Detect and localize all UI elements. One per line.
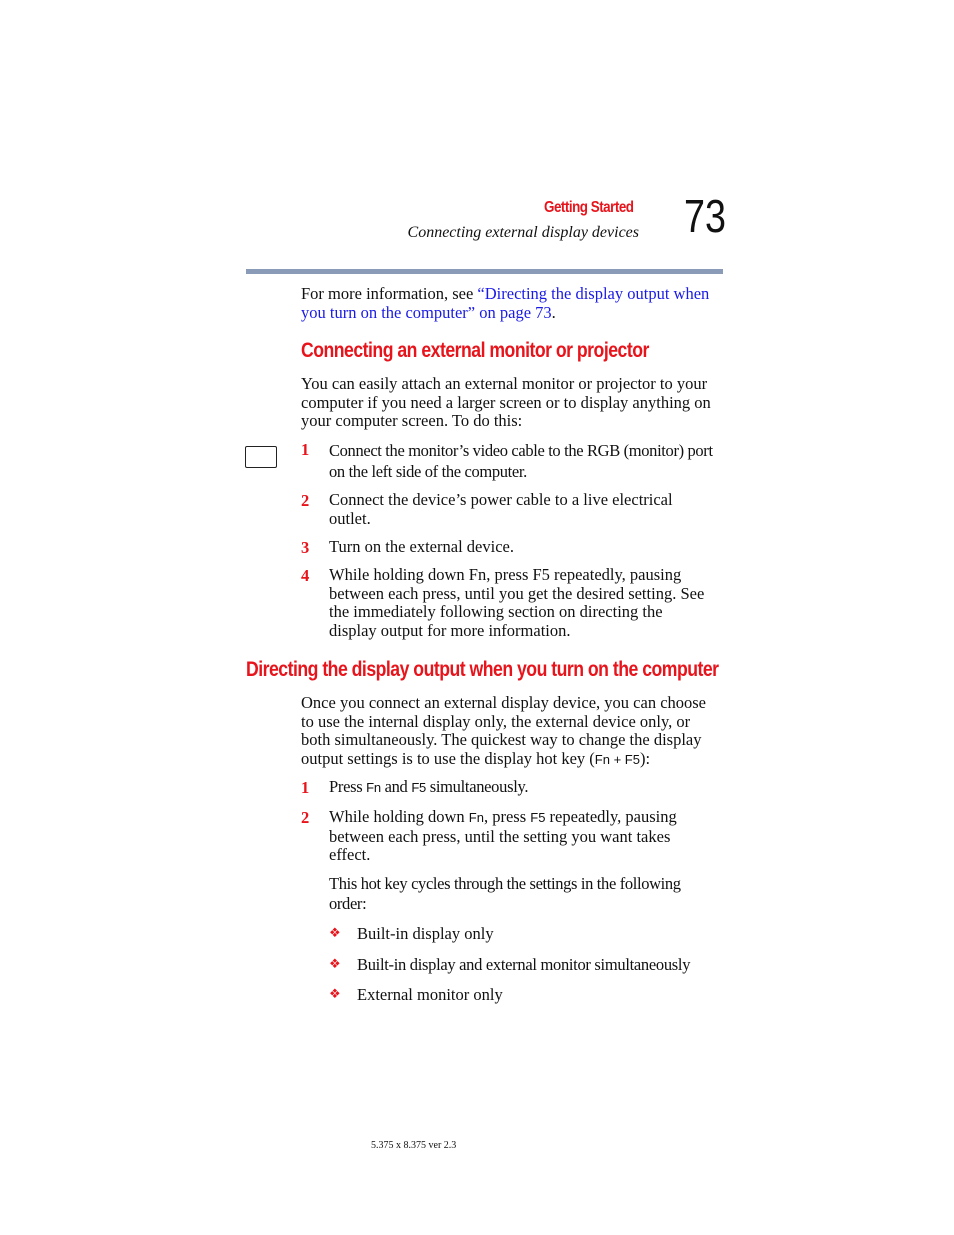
section2-para-line: output settings is to use the display hot key (Fn + F5): bbox=[301, 749, 651, 769]
step-text-line: Press Fn and F5 simultaneously. bbox=[329, 777, 529, 796]
key-fn: Fn bbox=[468, 810, 484, 825]
step-number: 3 bbox=[301, 538, 310, 557]
step-number: 2 bbox=[301, 491, 310, 510]
step-text-line: between each press, until the setting you want takes bbox=[329, 826, 671, 846]
key-f5: F5 bbox=[411, 780, 426, 795]
margin-note-icon bbox=[245, 446, 277, 468]
step-text-line: Turn on the external device. bbox=[329, 537, 514, 556]
step-text-line: Connect the device’s power cable to a live electrical bbox=[329, 490, 673, 509]
step-number: 2 bbox=[301, 808, 310, 827]
hotkey-label: Fn + F5 bbox=[594, 752, 640, 768]
section-heading-connecting: Connecting an external monitor or projector bbox=[301, 339, 649, 362]
step-text-line: between each press, until you get the desired setting. See bbox=[329, 583, 705, 603]
step-text-line: outlet. bbox=[329, 508, 371, 528]
bullet-text: Built-in display and external monitor simultaneously bbox=[357, 955, 691, 974]
section2-para-line: Once you connect an external display device, you can choose bbox=[301, 693, 707, 712]
step-text-line: on the left side of the computer. bbox=[329, 462, 527, 481]
key-fn: Fn bbox=[366, 780, 381, 795]
bullet-diamond-icon: ❖ bbox=[329, 956, 341, 971]
step-number: 4 bbox=[301, 566, 310, 585]
note-line: This hot key cycles through the settings in the following bbox=[329, 874, 681, 893]
key-f5: F5 bbox=[530, 810, 546, 825]
section1-para-line: your computer screen. To do this: bbox=[301, 411, 523, 431]
section-heading-directing: Directing the display output when you turn on the computer bbox=[246, 658, 719, 681]
running-head-section: Getting Started bbox=[544, 199, 634, 216]
step-text-line: effect. bbox=[329, 845, 371, 865]
step-text-line: While holding down Fn, press F5 repeatedly, pausing bbox=[329, 807, 677, 826]
step-number: 1 bbox=[301, 778, 310, 797]
page-number: 73 bbox=[684, 190, 726, 242]
header-rule bbox=[246, 269, 723, 274]
intro-suffix: . bbox=[551, 302, 556, 322]
section1-para-line: You can easily attach an external monitor or projector to your bbox=[301, 374, 708, 393]
footer-version: 5.375 x 8.375 ver 2.3 bbox=[371, 1140, 457, 1151]
section2-para-line: to use the internal display only, the external device only, or bbox=[301, 711, 691, 731]
section2-para-line: both simultaneously. The quickest way to change the display bbox=[301, 730, 702, 750]
step-text-line: the immediately following section on directing the bbox=[329, 602, 663, 622]
step-text-line: display output for more information. bbox=[329, 621, 571, 641]
section2-paragraph bbox=[301, 694, 731, 770]
bullet-text: Built-in display only bbox=[357, 924, 494, 943]
section1-para-line: computer if you need a larger screen or to display anything on bbox=[301, 392, 711, 412]
cross-reference-link-part2[interactable]: you turn on the computer” on page 73 bbox=[301, 302, 552, 322]
bullet-text: External monitor only bbox=[357, 985, 503, 1004]
section1-paragraph bbox=[301, 375, 731, 431]
intro-prefix: For more information, see bbox=[301, 284, 478, 303]
cross-reference-link-part1[interactable]: “Directing the display output when bbox=[477, 284, 710, 303]
bullet-diamond-icon: ❖ bbox=[329, 986, 341, 1001]
bullet-diamond-icon: ❖ bbox=[329, 925, 341, 940]
hotkey-note bbox=[329, 874, 721, 914]
note-line: order: bbox=[329, 894, 367, 913]
step-number: 1 bbox=[301, 440, 310, 459]
intro-paragraph bbox=[301, 285, 726, 322]
step-text-line: While holding down Fn, press F5 repeatedly, pausing bbox=[329, 565, 682, 584]
running-head-subsection: Connecting external display devices bbox=[407, 224, 639, 241]
step-text-line: Connect the monitor’s video cable to the RGB (monitor) port bbox=[329, 441, 713, 460]
